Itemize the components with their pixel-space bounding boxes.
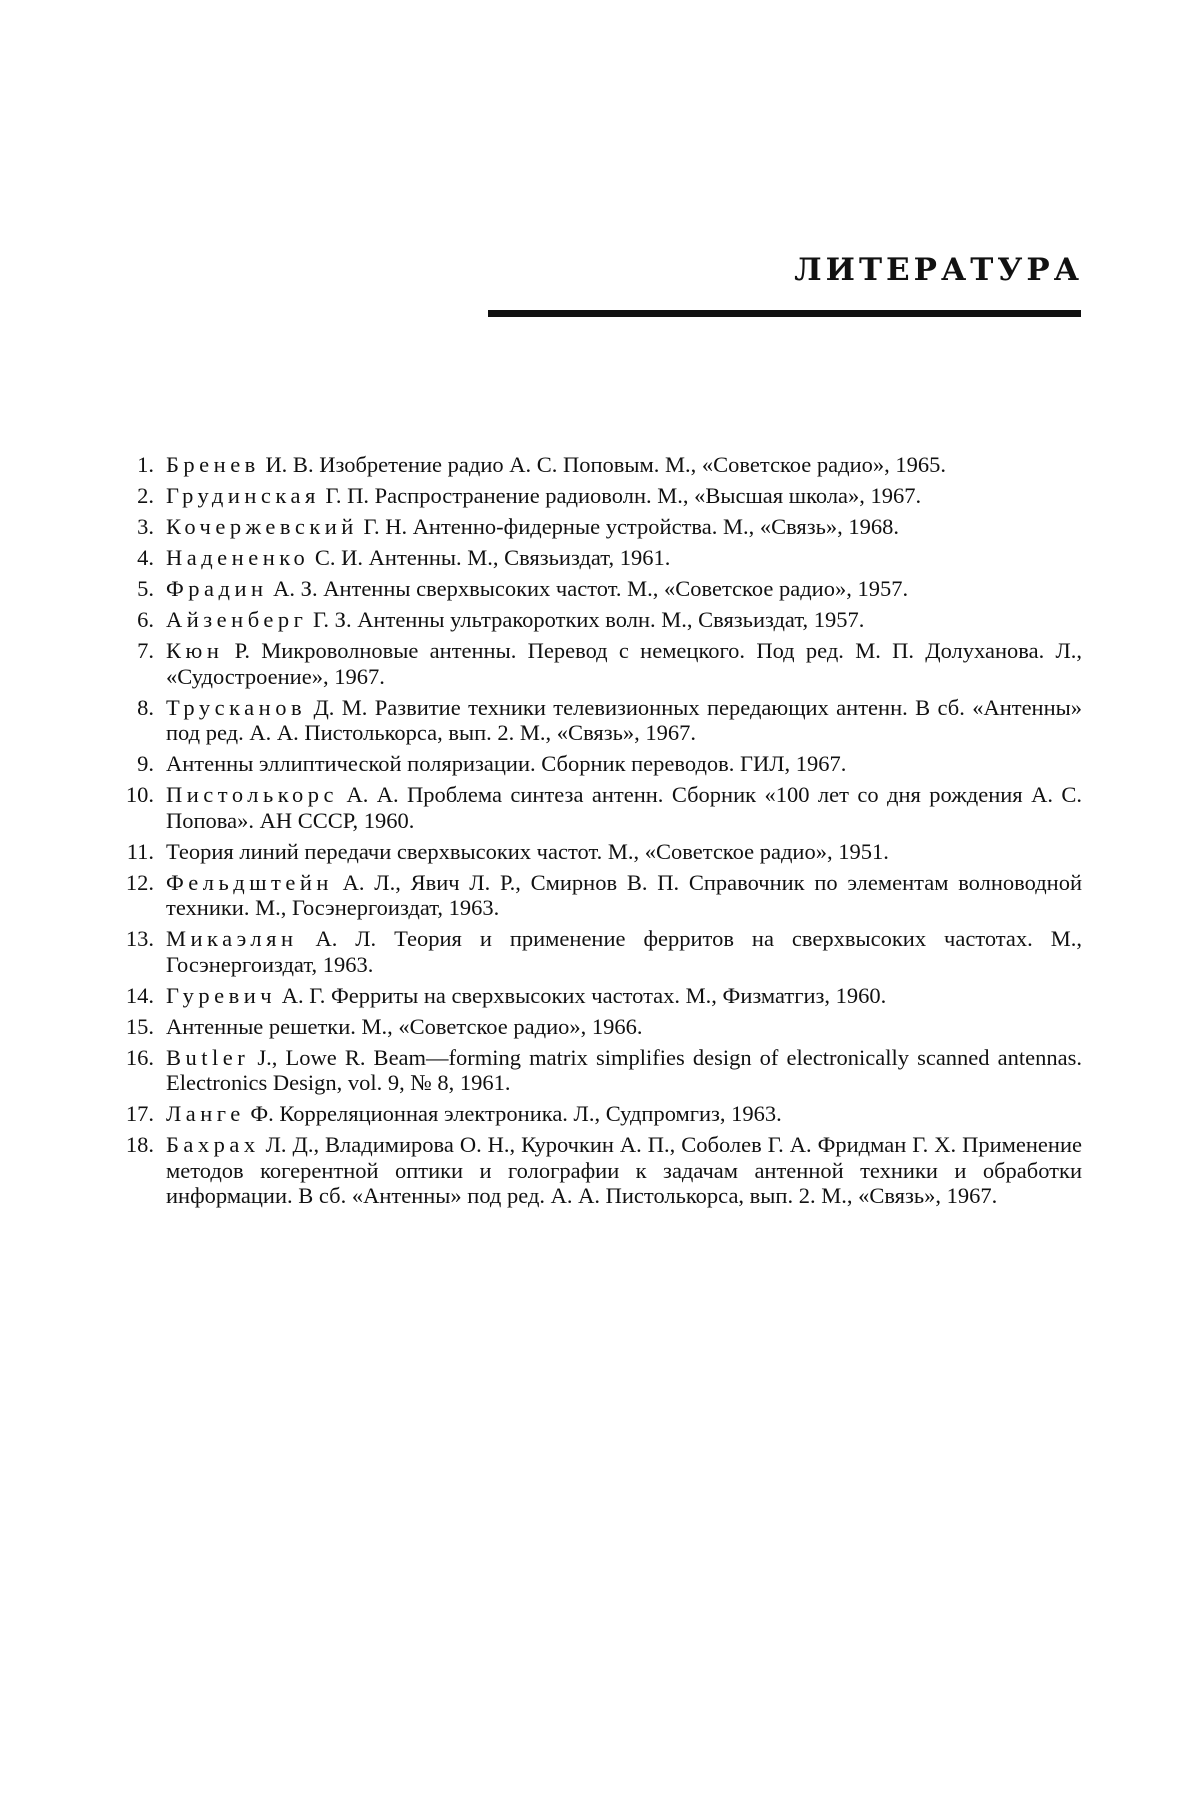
reference-number: 1. [137, 452, 154, 477]
reference-author: Грудинская [166, 483, 320, 508]
reference-text [166, 983, 1082, 1009]
reference-text [166, 782, 1082, 833]
reference-author: Butler [166, 1044, 250, 1070]
reference-item [118, 1101, 1082, 1127]
reference-number: 11. [126, 838, 154, 864]
reference-author: Ланге [166, 1101, 245, 1126]
page-title: ЛИТЕРАТУРА [794, 252, 1083, 288]
reference-item [118, 695, 1082, 746]
reference-details: Г. З. Антенны ультракоротких волн. М., Связьиздат, 1957. [307, 607, 865, 632]
reference-text [166, 751, 1082, 777]
reference-text [166, 1132, 1082, 1209]
reference-item [118, 926, 1082, 977]
reference-item [118, 483, 1082, 509]
reference-number: 6. [137, 607, 154, 632]
reference-details: Ф. Корреляционная электроника. Л., Судпромгиз, 1963. [244, 1101, 782, 1126]
reference-text [166, 483, 1082, 509]
reference-author: Пистолькорс [166, 782, 339, 807]
reference-text [166, 576, 1082, 602]
reference-text [166, 1101, 1082, 1127]
reference-number: 14. [125, 982, 154, 1008]
reference-author: Айзенберг [166, 607, 308, 632]
reference-details: Антенные решетки. М., «Советское радио», 1966. [166, 1013, 643, 1039]
reference-item [118, 576, 1082, 602]
reference-details: J., Lowe R. Beam—forming matrix simplifies design of electronically scanned antennas. Electronics Design, vol. 9, № 8, 1961. [166, 1044, 1082, 1095]
reference-details: И. В. Изобретение радио А. С. Поповым. М., «Советское радио», 1965. [259, 452, 947, 477]
reference-details: А. А. Проблема синтеза антенн. Сборник «100 лет со дня рождения А. С. Попова». АН СССР, 1960. [166, 782, 1082, 833]
reference-text [166, 607, 1082, 633]
reference-author: Трусканов [166, 694, 307, 720]
reference-text [166, 926, 1082, 977]
reference-details: Антенны эллиптической поляризации. Сборник переводов. ГИЛ, 1967. [166, 751, 847, 776]
reference-details: Г. Н. Антенно-фидерные устройства. М., «Связь», 1968. [357, 514, 900, 539]
reference-number: 10. [125, 782, 154, 807]
reference-number: 4. [137, 545, 154, 570]
reference-number: 17. [125, 1101, 154, 1126]
reference-text [166, 452, 1082, 478]
reference-details: А. Л. Теория и применение ферритов на сверхвысоких частотах. М., Госэнергоиздат, 1963. [166, 926, 1082, 977]
reference-author: Гуревич [166, 982, 277, 1008]
reference-number: 13. [125, 926, 154, 951]
reference-item [118, 751, 1082, 777]
reference-author: Бахрах [166, 1132, 260, 1157]
reference-details: Р. Микроволновые антенны. Перевод с немецкого. Под ред. М. П. Долуханова. Л., «Судостроение», 1967. [166, 638, 1082, 689]
reference-details: Д. М. Развитие техники телевизионных передающих антенн. В сб. «Антенны» под ред. А. А. Пистолькорса, вып. 2. М., «Связь», 1967. [166, 694, 1082, 745]
reference-details: С. И. Антенны. М., Связьиздат, 1961. [309, 545, 671, 570]
reference-text [166, 638, 1082, 689]
reference-text [166, 1014, 1082, 1040]
reference-details: Г. П. Распространение радиоволн. М., «Высшая школа», 1967. [319, 483, 922, 508]
reference-item [118, 983, 1082, 1009]
reference-author: Микаэлян [166, 926, 298, 951]
reference-author: Фельдштейн [166, 869, 333, 895]
reference-item [118, 839, 1082, 865]
reference-details: Л. Д., Владимирова О. Н., Курочкин А. П., Соболев Г. А. Фридман Г. Х. Применение методов когерентной оптики и голографии к задачам антенной техники и обработки информации. В сб. «Антенны» под ред. А. А. Пистолькорса, вып. 2. М., «Связь», 1967. [166, 1132, 1082, 1208]
reference-item [118, 870, 1082, 921]
reference-text [166, 1045, 1082, 1096]
reference-number: 9. [137, 751, 154, 776]
reference-text [166, 695, 1082, 746]
reference-number: 15. [125, 1013, 154, 1039]
reference-author: Кочержевский [166, 514, 358, 539]
reference-item [118, 782, 1082, 833]
reference-details: А. Г. Ферриты на сверхвысоких частотах. М., Физматгиз, 1960. [276, 982, 887, 1008]
reference-details: Теория линий передачи сверхвысоких частот. М., «Советское радио», 1951. [166, 838, 889, 864]
reference-text [166, 870, 1082, 921]
reference-list [118, 452, 1082, 1214]
reference-item [118, 452, 1082, 478]
reference-number: 8. [137, 694, 154, 720]
heading-rule [488, 310, 1081, 317]
reference-text [166, 545, 1082, 571]
reference-author: Фрадин [166, 576, 268, 601]
reference-text [166, 514, 1082, 540]
reference-item [118, 1014, 1082, 1040]
reference-number: 7. [137, 638, 154, 663]
reference-item [118, 514, 1082, 540]
reference-details: А. З. Антенны сверхвысоких частот. М., «Советское радио», 1957. [267, 576, 909, 601]
reference-number: 5. [137, 576, 154, 601]
reference-item [118, 1045, 1082, 1096]
reference-author: Надененко [166, 545, 310, 570]
reference-number: 18. [125, 1132, 154, 1157]
reference-number: 12. [125, 869, 154, 895]
reference-author: Бренев [166, 452, 260, 477]
reference-details: А. Л., Явич Л. Р., Смирнов В. П. Справочник по элементам волноводной техники. М., Госэнергоиздат, 1963. [166, 869, 1082, 920]
reference-item [118, 1132, 1082, 1209]
reference-author: Кюн [166, 638, 224, 663]
reference-text [166, 839, 1082, 865]
reference-item [118, 545, 1082, 571]
reference-number: 16. [125, 1044, 154, 1070]
reference-number: 2. [137, 483, 154, 508]
reference-item [118, 607, 1082, 633]
reference-number: 3. [137, 514, 154, 539]
reference-item [118, 638, 1082, 689]
